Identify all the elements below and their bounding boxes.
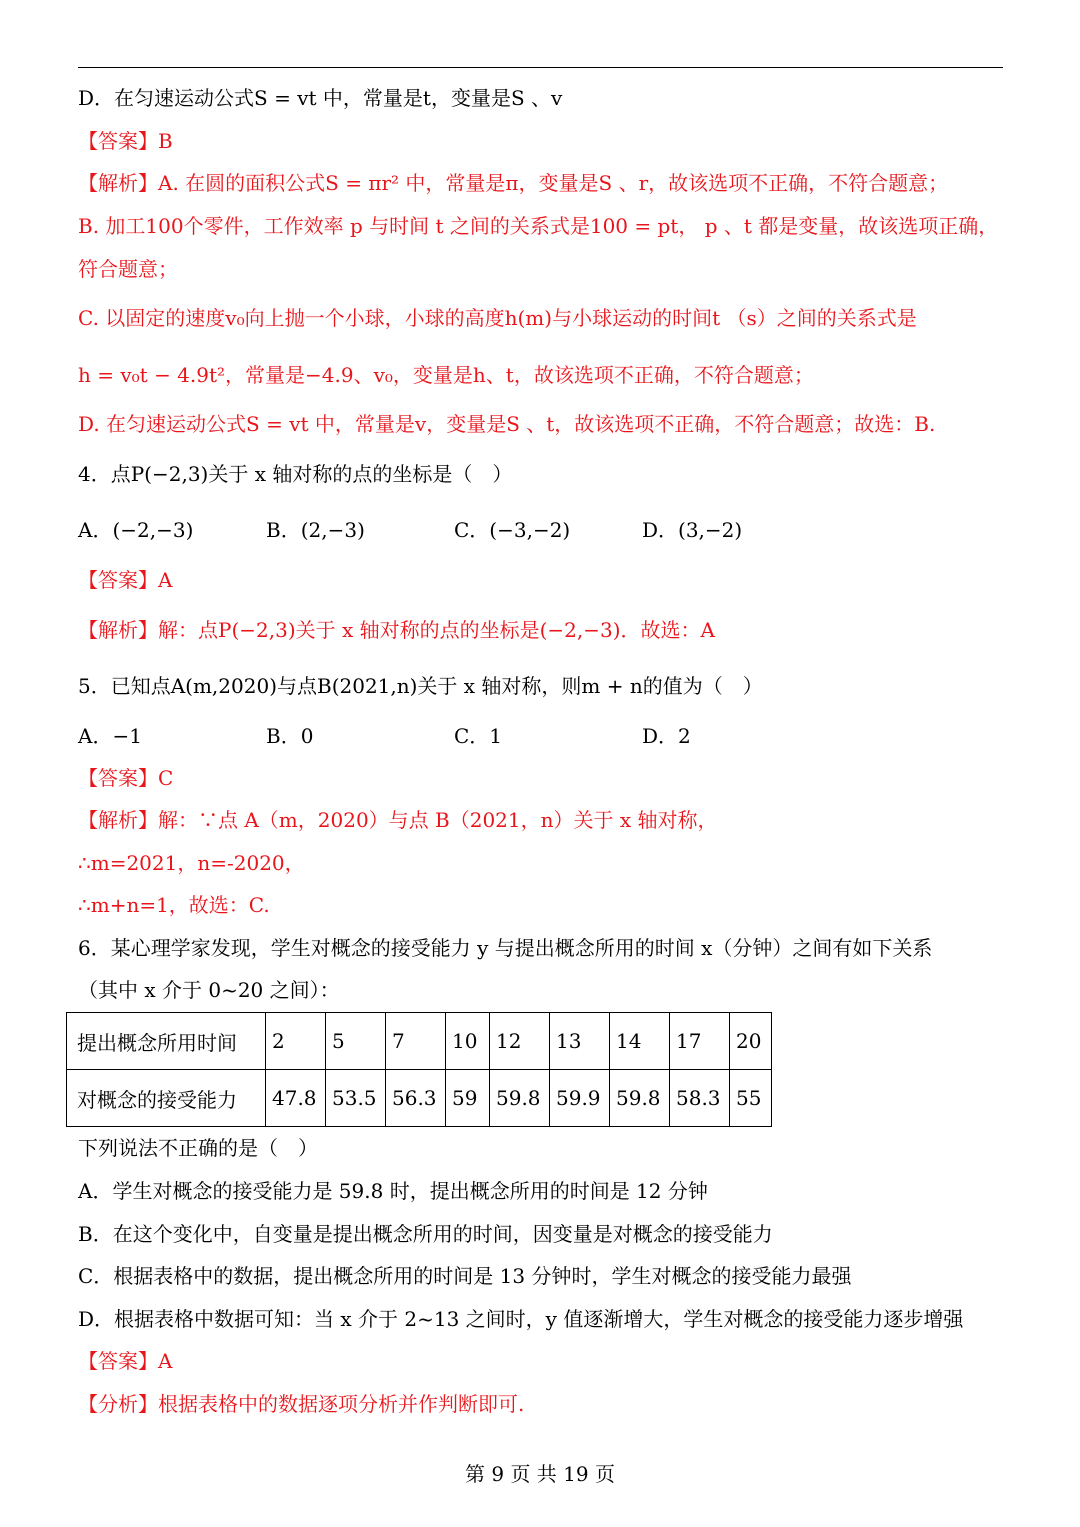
table-cell: 13 — [550, 1013, 610, 1070]
table-cell: 20 — [730, 1013, 772, 1070]
q5-option-d: D．2 — [642, 724, 691, 748]
q3-analysis-line: 符合题意； — [78, 257, 178, 281]
q5-analysis-line: ∴m+n=1，故选：C. — [78, 893, 270, 917]
q5-stem: 5．已知点A(m,2020)与点B(2021,n)关于 x 轴对称，则m + n的值为（ ） — [78, 674, 763, 698]
q4-option-d: D．(3,−2) — [642, 518, 743, 542]
table-cell: 14 — [610, 1013, 670, 1070]
q6-option-b: B．在这个变化中，自变量是提出概念所用的时间，因变量是对概念的接受能力 — [78, 1222, 773, 1246]
table-cell: 5 — [326, 1013, 386, 1070]
q5-answer: 【答案】C — [78, 766, 174, 790]
q6-analysis: 【分析】根据表格中的数据逐项分析并作判断即可. — [78, 1392, 525, 1416]
table-cell: 59.8 — [610, 1070, 670, 1127]
table-cell: 47.8 — [266, 1070, 326, 1127]
table-row — [67, 1070, 772, 1127]
table-cell: 17 — [670, 1013, 730, 1070]
q6-stem-line: （其中 x 介于 0~20 之间）： — [78, 978, 340, 1002]
table-cell: 59 — [446, 1070, 490, 1127]
q5-option-c: C．1 — [454, 724, 503, 748]
table-cell: 59.8 — [490, 1070, 550, 1127]
data-table — [66, 1012, 772, 1127]
q5-analysis-line: ∴m=2021，n=-2020， — [78, 851, 305, 875]
q3-analysis-line: C. 以固定的速度v₀向上抛一个小球，小球的高度h(m)与小球运动的时间t （s）之间的关系式是 — [78, 306, 917, 330]
q4-option-b: B．(2,−3) — [266, 518, 365, 542]
q5-analysis-line: 【解析】解：∵点 A（m，2020）与点 B（2021，n）关于 x 轴对称， — [78, 808, 718, 832]
table-cell: 12 — [490, 1013, 550, 1070]
table-cell: 55 — [730, 1070, 772, 1127]
q3-analysis-line: 【解析】A. 在圆的面积公式S = πr² 中，常量是π，变量是S 、r，故该选项不正确，不符合题意； — [78, 171, 949, 195]
table-row — [67, 1013, 772, 1070]
q4-answer: 【答案】A — [78, 568, 173, 592]
q3-analysis-line: B. 加工100个零件，工作效率 p 与时间 t 之间的关系式是100 = pt， p 、t 都是变量，故该选项正确， — [78, 214, 999, 238]
q6-answer: 【答案】A — [78, 1349, 173, 1373]
q4-analysis: 【解析】解：点P(−2,3)关于 x 轴对称的点的坐标是(−2,−3)．故选：A — [78, 618, 715, 642]
top-rule — [78, 67, 1003, 68]
table-cell: 59.9 — [550, 1070, 610, 1127]
table-row-label: 提出概念所用时间 — [67, 1013, 266, 1070]
q3-option-d: D．在匀速运动公式S = vt 中，常量是t，变量是S 、v — [78, 86, 563, 110]
table-cell: 58.3 — [670, 1070, 730, 1127]
q6-question: 下列说法不正确的是（ ） — [78, 1136, 318, 1160]
q6-option-a: A．学生对概念的接受能力是 59.8 时，提出概念所用的时间是 12 分钟 — [78, 1179, 708, 1203]
q6-option-c: C．根据表格中的数据，提出概念所用的时间是 13 分钟时，学生对概念的接受能力最强 — [78, 1264, 852, 1288]
q4-option-a: A．(−2,−3) — [78, 518, 194, 542]
table-cell: 2 — [266, 1013, 326, 1070]
q5-option-a: A．−1 — [78, 724, 142, 748]
q4-option-c: C．(−3,−2) — [454, 518, 571, 542]
q4-stem: 4．点P(−2,3)关于 x 轴对称的点的坐标是（ ） — [78, 462, 513, 486]
q3-analysis-line: D. 在匀速运动公式S = vt 中，常量是v，变量是S 、t，故该选项不正确，不符合题意；故选：B. — [78, 412, 936, 436]
q3-answer: 【答案】B — [78, 129, 173, 153]
page-footer: 第 9 页 共 19 页 — [465, 1462, 615, 1486]
table-row-label: 对概念的接受能力 — [67, 1070, 266, 1127]
q3-analysis-line: h = v₀t − 4.9t²，常量是−4.9、v₀，变量是h、t，故该选项不正确，不符合题意； — [78, 363, 814, 387]
table-cell: 53.5 — [326, 1070, 386, 1127]
q5-option-b: B．0 — [266, 724, 314, 748]
table-cell: 7 — [386, 1013, 446, 1070]
table-cell: 56.3 — [386, 1070, 446, 1127]
table-cell: 10 — [446, 1013, 490, 1070]
q6-option-d: D．根据表格中数据可知：当 x 介于 2~13 之间时，y 值逐渐增大，学生对概念的接受能力逐步增强 — [78, 1307, 964, 1331]
q6-stem-line: 6．某心理学家发现，学生对概念的接受能力 y 与提出概念所用的时间 x（分钟）之间有如下关系 — [78, 936, 933, 960]
